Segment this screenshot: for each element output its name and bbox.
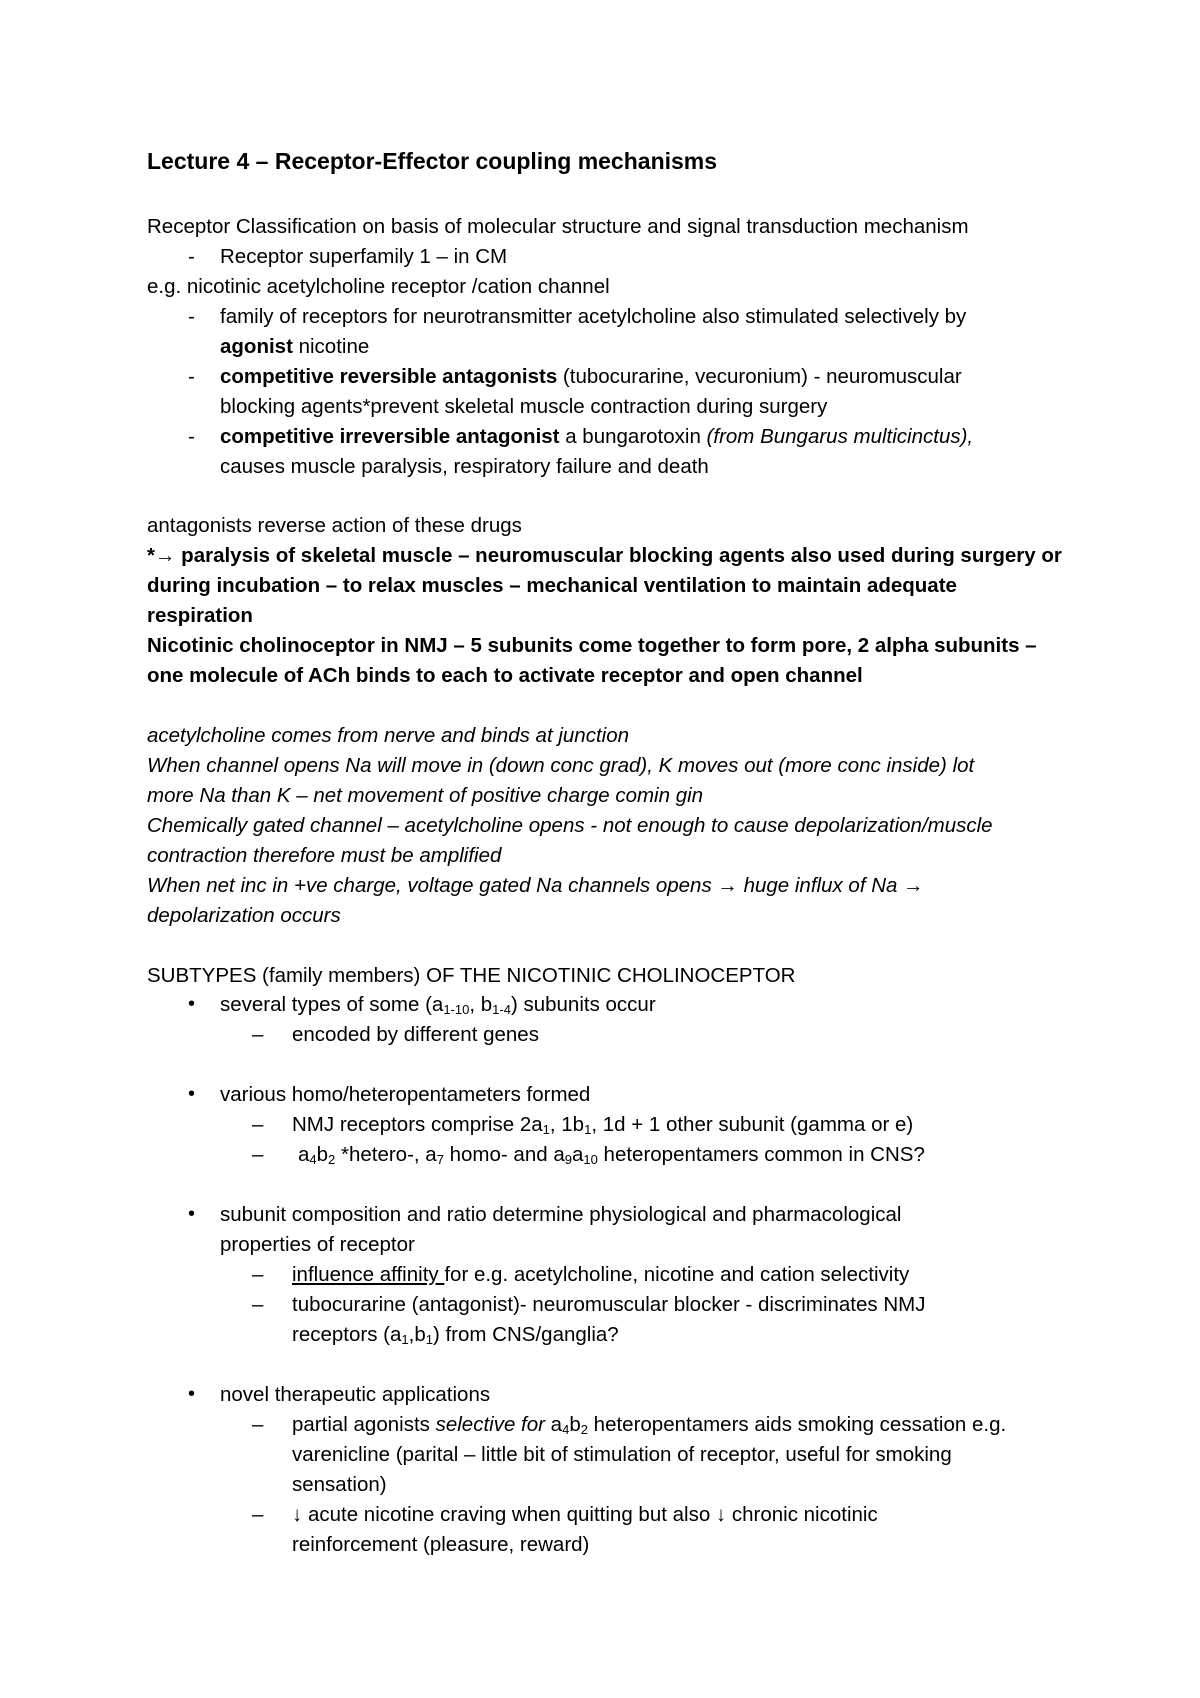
section3-line3: more Na than K – net movement of positive charge comin gin	[147, 784, 704, 807]
section2-line1: antagonists reverse action of these drugs	[147, 514, 522, 537]
section3-line4: Chemically gated channel – acetylcholine opens - not enough to cause depolarization/muscle	[147, 814, 993, 837]
list-dash: -	[188, 425, 195, 448]
subscript: 4	[562, 1422, 570, 1437]
subscript: 2	[328, 1152, 336, 1167]
section2-line4: respiration	[147, 604, 253, 627]
list-dash: -	[188, 305, 195, 328]
text-span: *hetero-, a	[335, 1143, 437, 1166]
text-span: heteropentamers common in CNS?	[597, 1143, 925, 1166]
text-span: , 1b	[549, 1113, 585, 1136]
section4-bullet1-sub1: encoded by different genes	[292, 1023, 539, 1046]
italic-span: selective for	[435, 1413, 545, 1436]
subscript: 4	[309, 1152, 317, 1167]
bullet: •	[188, 1203, 196, 1225]
text-span: for e.g. acetylcholine, nicotine and cation selectivity	[444, 1263, 910, 1286]
section1-heading: Receptor Classification on basis of molecular structure and signal transduction mechanism	[147, 215, 969, 238]
text-span: receptors (a	[292, 1323, 402, 1346]
subscript: 1	[401, 1332, 409, 1347]
section4-bullet4-sub2-line2: reinforcement (pleasure, reward)	[292, 1533, 590, 1556]
section4-bullet2-sub1	[292, 1110, 913, 1139]
underlined-term: influence affinity	[292, 1263, 445, 1286]
text-span: ) subunits occur	[510, 993, 656, 1016]
section3-line7: depolarization occurs	[147, 904, 341, 927]
section4-bullet1	[220, 990, 656, 1019]
section1-item1: Receptor superfamily 1 – in CM	[220, 245, 508, 268]
subscript: 1	[425, 1332, 433, 1347]
list-endash: –	[252, 1143, 264, 1166]
text-span: nicotine	[292, 335, 370, 358]
section3-line6: When net inc in +ve charge, voltage gated Na channels opens → huge influx of Na →	[147, 874, 924, 897]
section1-item4-line1	[220, 422, 973, 451]
section2-line2: *→ paralysis of skeletal muscle – neuromuscular blocking agents also used during surgery or	[147, 544, 1062, 567]
text-span: a	[544, 1413, 563, 1436]
section3-line5: contraction therefore must be amplified	[147, 844, 502, 867]
section4-bullet3-sub1	[292, 1260, 909, 1289]
section3-line2: When channel opens Na will move in (down conc grad), K moves out (more conc inside) lot	[147, 754, 975, 777]
subscript: 9	[564, 1152, 572, 1167]
section2-line6: one molecule of ACh binds to each to activate receptor and open channel	[147, 664, 863, 687]
text-span: NMJ receptors comprise 2a	[292, 1113, 543, 1136]
list-dash: -	[188, 365, 195, 388]
subscript: 1	[542, 1122, 550, 1137]
section4-bullet3-line1: subunit composition and ratio determine physiological and pharmacological	[220, 1203, 902, 1226]
text-span: a	[571, 1143, 584, 1166]
section4-heading: SUBTYPES (family members) OF THE NICOTINIC CHOLINOCEPTOR	[147, 964, 796, 987]
list-dash: -	[188, 245, 195, 268]
section1-item2-line1: family of receptors for neurotransmitter acetylcholine also stimulated selectively by	[220, 305, 967, 328]
text-span: partial agonists	[292, 1413, 436, 1436]
text-span: a	[298, 1143, 310, 1166]
bullet: •	[188, 1083, 196, 1105]
text-span: b	[316, 1143, 329, 1166]
text-span: (tubocurarine, vecuronium) - neuromuscular	[557, 365, 962, 388]
subscript: 1-10	[443, 1002, 470, 1017]
bold-term: agonist	[220, 335, 293, 358]
bold-term: competitive irreversible antagonist	[220, 425, 560, 448]
section4-bullet3-line2: properties of receptor	[220, 1233, 415, 1256]
text-span: several types of some (a	[220, 993, 444, 1016]
section1-item3-line1	[220, 362, 962, 391]
list-endash: –	[252, 1263, 264, 1286]
bullet: •	[188, 993, 196, 1015]
page-title: Lecture 4 – Receptor-Effector coupling mechanisms	[147, 148, 718, 174]
text-span: heteropentamers aids smoking cessation e.g.	[587, 1413, 1007, 1436]
section4-bullet4-sub2-line1: ↓ acute nicotine craving when quitting but also ↓ chronic nicotinic	[292, 1503, 878, 1526]
section4-bullet4-sub1-line1	[292, 1410, 1006, 1439]
section4-bullet4-sub1-line3: sensation)	[292, 1473, 387, 1496]
section1-item4-line2: causes muscle paralysis, respiratory failure and death	[220, 455, 709, 478]
subscript: 1-4	[492, 1002, 511, 1017]
list-endash: –	[252, 1023, 264, 1046]
section3-line1: acetylcholine comes from nerve and binds at junction	[147, 724, 630, 747]
text-span: , 1d + 1 other subunit (gamma or e)	[591, 1113, 914, 1136]
text-span: b	[569, 1413, 581, 1436]
section4-bullet3-sub2-line2	[292, 1320, 619, 1349]
section2-line5: Nicotinic cholinoceptor in NMJ – 5 subunits come together to form pore, 2 alpha subunits –	[147, 634, 1037, 657]
text-span: ) from CNS/ganglia?	[432, 1323, 619, 1346]
bullet: •	[188, 1383, 196, 1405]
list-endash: –	[252, 1503, 264, 1526]
text-span: , b	[469, 993, 493, 1016]
subscript: 7	[436, 1152, 444, 1167]
bold-term: competitive reversible antagonists	[220, 365, 558, 388]
list-endash: –	[252, 1293, 264, 1316]
section4-bullet3-sub2-line1: tubocurarine (antagonist)- neuromuscular blocker - discriminates NMJ	[292, 1293, 926, 1316]
subscript: 1	[584, 1122, 592, 1137]
subscript: 10	[583, 1152, 598, 1167]
list-endash: –	[252, 1113, 264, 1136]
section2-line3: during incubation – to relax muscles – mechanical ventilation to maintain adequate	[147, 574, 957, 597]
section4-bullet4-sub1-line2: varenicline (parital – little bit of stimulation of receptor, useful for smoking	[292, 1443, 952, 1466]
subscript: 2	[580, 1422, 588, 1437]
section1-example: e.g. nicotinic acetylcholine receptor /cation channel	[147, 275, 610, 298]
section1-item3-line2: blocking agents*prevent skeletal muscle contraction during surgery	[220, 395, 828, 418]
text-span: ,b	[408, 1323, 426, 1346]
section4-bullet2: various homo/heteropentameters formed	[220, 1083, 591, 1106]
text-span: homo- and a	[443, 1143, 565, 1166]
section4-bullet4: novel therapeutic applications	[220, 1383, 491, 1406]
text-span: a bungarotoxin	[559, 425, 707, 448]
section4-bullet2-sub2	[298, 1140, 925, 1169]
section1-item2-line2	[220, 332, 369, 361]
list-endash: –	[252, 1413, 264, 1436]
italic-span: (from Bungarus multicinctus),	[706, 425, 974, 448]
